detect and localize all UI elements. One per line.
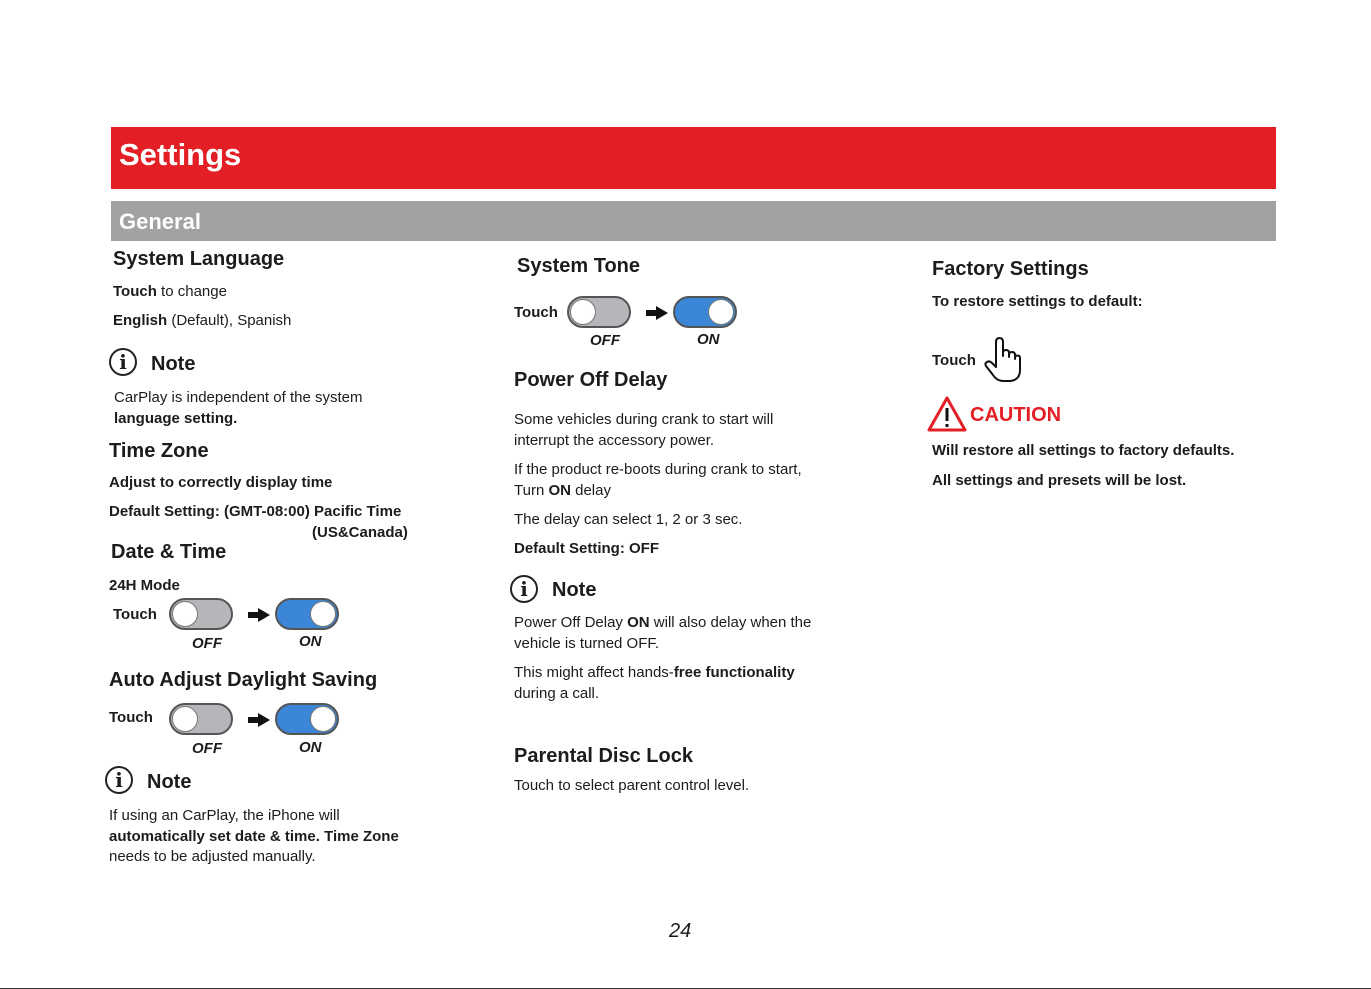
power-text-line: If the product re-boots during crank to start, — [514, 461, 802, 478]
time-zone-default: Default Setting: (GMT-08:00) Pacific Time — [109, 503, 402, 520]
note-text-line: vehicle is turned OFF. — [514, 635, 660, 652]
info-icon: i — [510, 575, 538, 603]
time-zone-heading: Time Zone — [109, 440, 209, 462]
note-label: Note — [147, 771, 192, 793]
text-bold: ON — [548, 482, 571, 499]
touch-label: Touch — [109, 709, 153, 726]
system-tone-heading: System Tone — [517, 255, 640, 277]
on-label: ON — [697, 331, 720, 348]
title-banner — [111, 127, 1276, 189]
disc-lock-text: Touch to select parent control level. — [514, 777, 750, 794]
factory-settings-heading: Factory Settings — [932, 258, 1089, 280]
text-part: Turn — [514, 482, 549, 499]
tone-toggle-off[interactable] — [567, 296, 631, 328]
touch-label: Touch — [514, 304, 558, 321]
arrow-right-icon — [248, 713, 270, 727]
factory-text: To restore settings to default: — [932, 293, 1143, 310]
power-off-delay-heading: Power Off Delay — [514, 369, 668, 391]
caution-label: CAUTION — [970, 404, 1062, 426]
language-default: English — [113, 312, 168, 329]
24h-toggle-off[interactable] — [169, 598, 233, 630]
tone-toggle-on[interactable] — [673, 296, 737, 328]
note-text-line: automatically set date & time. Time Zone — [109, 828, 399, 845]
page-title: Settings — [119, 137, 242, 172]
note-label: Note — [552, 579, 597, 601]
warning-triangle-icon — [927, 396, 967, 432]
touch-word: Touch — [113, 283, 157, 300]
toggle-knob — [570, 299, 596, 325]
daylight-heading: Auto Adjust Daylight Saving — [109, 669, 378, 691]
toggle-knob — [172, 601, 198, 627]
on-label: ON — [299, 633, 322, 650]
daylight-toggle-off[interactable] — [169, 703, 233, 735]
daylight-toggle-on[interactable] — [275, 703, 339, 735]
arrow-right-icon — [248, 608, 270, 622]
note-text-line — [514, 612, 811, 633]
on-label: ON — [299, 739, 322, 756]
note-label: Note — [151, 353, 196, 375]
power-text-line — [514, 480, 611, 501]
note-text-line: CarPlay is independent of the system — [114, 389, 363, 406]
note-text-line: If using an CarPlay, the iPhone will — [109, 807, 340, 824]
text-bold: free functionality — [673, 664, 795, 681]
parental-disc-lock-heading: Parental Disc Lock — [514, 745, 693, 767]
text-bold: ON — [627, 614, 650, 631]
info-icon: i — [109, 348, 137, 376]
power-text-line: Some vehicles during crank to start will — [514, 411, 774, 428]
section-title: General — [119, 209, 201, 234]
date-time-heading: Date & Time — [111, 541, 227, 563]
off-label: OFF — [590, 332, 620, 349]
info-icon: i — [105, 766, 133, 794]
page-number: 24 — [669, 920, 692, 942]
time-zone-text: Adjust to correctly display time — [109, 474, 333, 491]
power-text-line: The delay can select 1, 2 or 3 sec. — [514, 511, 743, 528]
off-label: OFF — [192, 635, 222, 652]
text-part: delay — [570, 482, 611, 499]
caution-text-line: Will restore all settings to factory defaults. — [932, 442, 1235, 459]
arrow-right-icon — [646, 306, 668, 320]
language-touch-text — [113, 281, 227, 302]
toggle-knob — [310, 601, 336, 627]
text-part: will also delay when the — [649, 614, 812, 631]
toggle-knob — [310, 706, 336, 732]
language-options — [113, 310, 291, 331]
toggle-knob — [172, 706, 198, 732]
note-text-line: needs to be adjusted manually. — [109, 848, 316, 865]
off-label: OFF — [192, 740, 222, 757]
24h-toggle-on[interactable] — [275, 598, 339, 630]
time-zone-region: (US&Canada) — [312, 524, 408, 541]
text-part: This might affect hands- — [514, 664, 674, 681]
caution-text-line: All settings and presets will be lost. — [932, 472, 1187, 489]
system-language-heading: System Language — [113, 248, 285, 270]
touch-label: Touch — [932, 352, 976, 369]
note-text-line: during a call. — [514, 685, 600, 702]
touch-rest: to change — [156, 283, 227, 300]
text-part: Power Off Delay — [514, 614, 628, 631]
section-banner — [111, 201, 1276, 241]
pointing-hand-icon[interactable] — [982, 336, 1024, 384]
toggle-knob — [708, 299, 734, 325]
language-others: (Default), Spanish — [167, 312, 292, 329]
24h-mode-label: 24H Mode — [109, 577, 180, 594]
note-text-line — [514, 662, 795, 683]
touch-label: Touch — [113, 606, 157, 623]
note-text-line: language setting. — [114, 410, 238, 427]
power-text-line: interrupt the accessory power. — [514, 432, 715, 449]
power-default: Default Setting: OFF — [514, 540, 659, 557]
